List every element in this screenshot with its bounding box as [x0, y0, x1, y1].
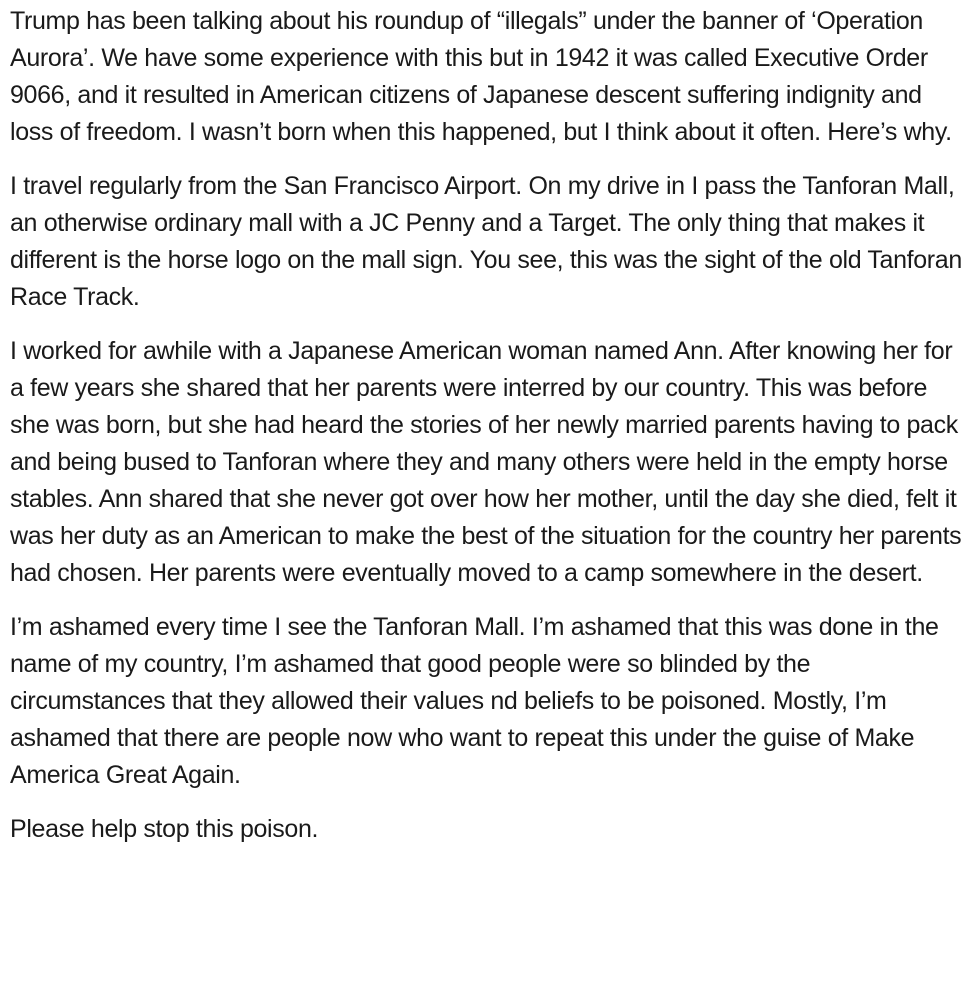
- paragraph-ashamed: I’m ashamed every time I see the Tanforan Mall. I’m ashamed that this was done in the name of my country, I’m ashamed that good people were so blinded by the circumstances that they allowed their values nd beliefs to be poisoned. Mostly, I’m ashamed that there are people now who want to repeat this under the guise of Make America Great Again.: [10, 613, 939, 789]
- paragraph-closing: Please help stop this poison.: [10, 815, 319, 843]
- paragraph-operation-aurora: Trump has been talking about his roundup of “illegals” under the banner of ‘Operation Aurora’. We have some experience with this but in 1942 it was called Executive Order 9066, and it resulted in American citizens of Japanese descent suffering indignity and loss of freedom. I wasn’t born when this happened, but I think about it often. Here’s why.: [10, 7, 952, 146]
- paragraph-tanforan-mall: I travel regularly from the San Francisco Airport. On my drive in I pass the Tanforan Mall, an otherwise ordinary mall with a JC Penny and a Target. The only thing that makes it different is the horse logo on the mall sign. You see, this was the sight of the old Tanforan Race Track.: [10, 172, 962, 311]
- document-body: [10, 3, 965, 848]
- paragraph-ann-story: I worked for awhile with a Japanese American woman named Ann. After knowing her for a few years she shared that her parents were interred by our country. This was before she was born, but she had heard the stories of her newly married parents having to pack and being bused to Tanforan where they and many others were held in the empty horse stables. Ann shared that she never got over how her mother, until the day she died, felt it was her duty as an American to make the best of the situation for the country her parents had chosen. Her parents were eventually moved to a camp somewhere in the desert.: [10, 337, 962, 587]
